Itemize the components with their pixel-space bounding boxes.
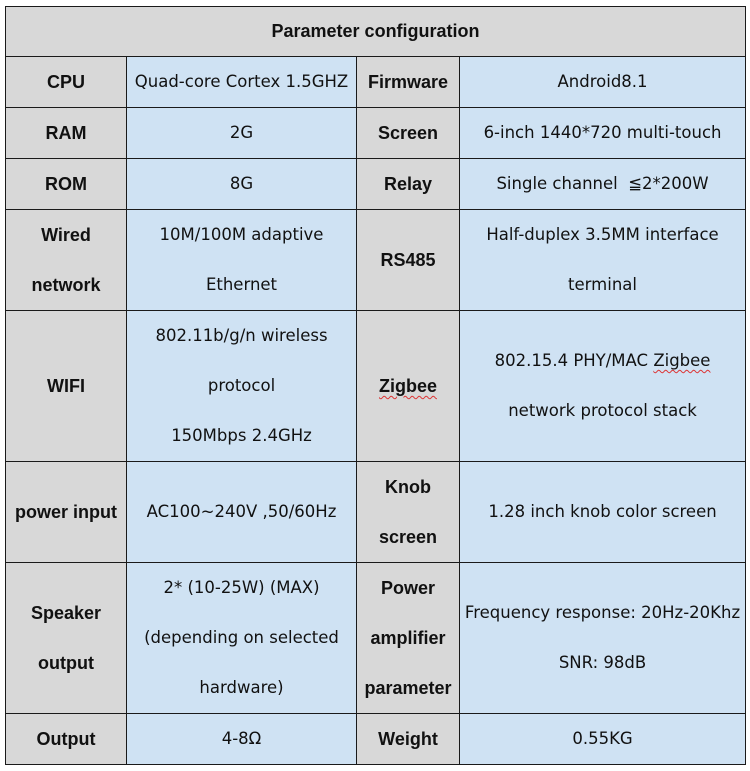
value-line: (depending on selected xyxy=(144,628,339,647)
weight-label: Weight xyxy=(357,714,460,765)
firmware-label: Firmware xyxy=(357,57,460,108)
relay-label: Relay xyxy=(357,159,460,210)
rom-value: 8G xyxy=(127,159,357,210)
table-row xyxy=(6,462,746,563)
table-row xyxy=(6,311,746,462)
value-text: 802.15.4 PHY/MAC xyxy=(494,351,654,370)
label-line: output xyxy=(38,653,94,673)
wifi-value xyxy=(127,311,357,462)
title-row xyxy=(6,7,746,57)
value-line: terminal xyxy=(568,275,637,294)
output-value: 4-8Ω xyxy=(127,714,357,765)
label-line: amplifier xyxy=(370,628,446,648)
screen-label: Screen xyxy=(357,108,460,159)
speaker-output-value xyxy=(127,563,357,714)
label-line: screen xyxy=(378,527,438,547)
rs485-label: RS485 xyxy=(357,210,460,311)
table-title: Parameter configuration xyxy=(6,7,746,57)
table-row xyxy=(6,57,746,108)
knob-screen-value: 1.28 inch knob color screen xyxy=(460,462,746,563)
value-line: protocol xyxy=(207,376,276,395)
label-line: Knob xyxy=(385,477,431,497)
weight-value: 0.55KG xyxy=(460,714,746,765)
table-row xyxy=(6,210,746,311)
power-input-value: AC100~240V ,50/60Hz xyxy=(127,462,357,563)
value-line: Half-duplex 3.5MM interface xyxy=(486,225,719,244)
output-label: Output xyxy=(6,714,127,765)
power-amplifier-value xyxy=(460,563,746,714)
ram-label: RAM xyxy=(6,108,127,159)
table-row xyxy=(6,159,746,210)
firmware-value: Android8.1 xyxy=(460,57,746,108)
label-line: Speaker xyxy=(30,603,102,623)
value-line: 10M/100M adaptive xyxy=(159,225,324,244)
value-line xyxy=(464,336,741,386)
speaker-output-label xyxy=(6,563,127,714)
table-row xyxy=(6,108,746,159)
cpu-value: Quad-core Cortex 1.5GHZ xyxy=(127,57,357,108)
zigbee-value xyxy=(460,311,746,462)
value-line: Frequency response: 20Hz-20Khz xyxy=(464,603,741,622)
zigbee-word: Zigbee xyxy=(653,351,711,370)
label-line: network xyxy=(31,275,101,295)
wired-network-label xyxy=(6,210,127,311)
zigbee-label xyxy=(357,311,460,462)
label-line: parameter xyxy=(364,678,452,698)
value-line: 2* (10-25W) (MAX) xyxy=(163,578,320,597)
value-line: 150Mbps 2.4GHz xyxy=(171,426,312,445)
zigbee-label-text: Zigbee xyxy=(378,376,437,396)
value-line: 802.11b/g/n wireless xyxy=(155,326,328,345)
ram-value: 2G xyxy=(127,108,357,159)
value-line: Ethernet xyxy=(205,275,278,294)
label-line: Wired xyxy=(41,225,91,245)
relay-value: Single channel ≦2*200W xyxy=(460,159,746,210)
table-row xyxy=(6,563,746,714)
value-line: hardware) xyxy=(199,678,284,697)
wired-network-value xyxy=(127,210,357,311)
rs485-value xyxy=(460,210,746,311)
value-line: SNR: 98dB xyxy=(558,653,647,672)
cpu-label: CPU xyxy=(6,57,127,108)
knob-screen-label xyxy=(357,462,460,563)
parameter-table xyxy=(5,6,746,765)
value-line: network protocol stack xyxy=(508,401,697,420)
table-row xyxy=(6,714,746,765)
screen-value: 6-inch 1440*720 multi-touch xyxy=(460,108,746,159)
power-amplifier-label xyxy=(357,563,460,714)
label-line: Power xyxy=(380,578,436,598)
rom-label: ROM xyxy=(6,159,127,210)
wifi-label: WIFI xyxy=(6,311,127,462)
power-input-label: power input xyxy=(6,462,127,563)
